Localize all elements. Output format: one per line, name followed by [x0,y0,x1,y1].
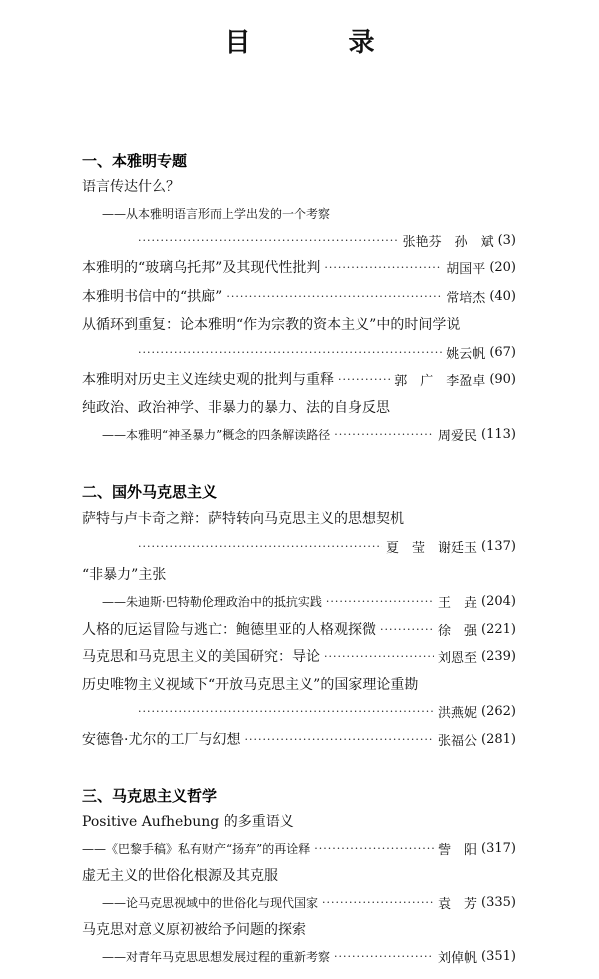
entry-author: 张福公 [438,733,478,749]
entry-subtitle: ——朱迪斯·巴特勒伦理政治中的抵抗实践 [102,594,322,609]
dot-leader [326,595,434,608]
toc-entry[interactable] [82,837,516,859]
toc-entry[interactable] [82,563,516,585]
entry-page: (239) [481,648,516,664]
toc-entry[interactable] [82,175,516,197]
section-heading: 二、国外马克思主义 [82,483,218,501]
dot-leader [338,373,390,386]
dot-leader [226,290,442,303]
entry-page: (335) [481,894,516,910]
entry-page: (40) [489,288,516,304]
entry-author: 徐 强 [438,623,478,639]
dot-leader [322,896,434,909]
entry-page: (67) [489,344,516,360]
entry-author: 胡国平 [446,261,486,277]
toc-entry[interactable] [82,285,516,307]
entry-subtitle: ——从本雅明语言形而上学出发的一个考察 [102,206,331,221]
dot-leader [380,623,434,636]
toc-entry[interactable] [82,313,516,335]
entry-title: 马克思和马克思主义的美国研究：导论 [82,649,320,665]
toc-entry[interactable] [82,368,516,390]
toc-entry[interactable] [82,618,516,640]
dot-leader [244,733,434,746]
entry-author: 刘恩至 [438,650,478,666]
entry-title: 从循环到重复：论本雅明“作为宗教的资本主义”中的时间学说 [82,317,461,333]
entry-page: (90) [489,371,516,387]
dot-leader [324,261,442,274]
entry-page: (204) [481,593,516,609]
page-title: 目 录 [224,28,411,58]
entry-title: 人格的厄运冒险与逃亡：鲍德里亚的人格观探微 [82,622,376,638]
entry-subtitle: ——本雅明“神圣暴力”概念的四条解读路径 [102,427,331,442]
entry-title: Positive Aufhebung 的多重语义 [82,814,294,830]
dot-leader [324,650,434,663]
entry-author: 刘倬帆 [438,950,478,966]
entry-subtitle: ——《巴黎手稿》私有财产“扬弃”的再诠释 [82,841,311,856]
entry-page: (351) [481,948,516,964]
entry-title: 安德鲁·尤尔的工厂与幻想 [82,732,241,748]
entry-subtitle: ——对青年马克思思想发展过程的重新考察 [102,949,331,964]
entry-author: 夏 莹 谢廷玉 [386,540,478,556]
entry-page: (113) [481,426,516,442]
toc-entry[interactable] [82,645,516,667]
entry-author: 訾 阳 [438,842,478,858]
entry-title: 萨特与卢卡奇之辩：萨特转向马克思主义的思想契机 [82,511,404,527]
entry-title: 纯政治、政治神学、非暴力的暴力、法的自身反思 [82,400,390,416]
entry-author: 周爱民 [438,428,478,444]
entry-author: 洪燕妮 [438,705,478,721]
toc-entry[interactable] [82,507,516,529]
entry-page: (221) [481,621,516,637]
section-heading: 一、本雅明专题 [82,152,188,170]
entry-page: (137) [481,538,516,554]
dot-leader [138,346,442,359]
toc-entry[interactable] [82,396,516,418]
toc-entry[interactable] [134,535,516,557]
entry-page: (262) [481,703,516,719]
entry-title: 语言传达什么？ [82,179,180,195]
entry-title: 虚无主义的世俗化根源及其克服 [82,868,278,884]
entry-author: 袁 芳 [438,896,478,912]
toc-entry[interactable] [82,864,516,886]
toc-entry[interactable] [82,810,516,832]
entry-title: 历史唯物主义视域下“开放马克思主义”的国家理论重勘 [82,677,419,693]
entry-author: 张艳芬 孙 斌 [402,234,494,250]
toc-entry[interactable] [82,256,516,278]
toc-entry[interactable] [82,918,516,940]
entry-page: (281) [481,731,516,747]
section-heading: 三、马克思主义哲学 [82,787,218,805]
dot-leader [138,234,399,247]
dot-leader [334,428,434,441]
entry-title: 马克思对意义原初被给予问题的探索 [82,922,306,938]
toc-entry[interactable] [102,891,516,913]
entry-page: (3) [497,232,516,248]
entry-author: 郭 广 李盈卓 [394,373,486,389]
toc-entry[interactable] [134,229,516,251]
entry-page: (317) [481,840,516,856]
dot-leader [314,842,434,855]
entry-author: 常培杰 [446,290,486,306]
entry-title: 本雅明对历史主义连续史观的批判与重释 [82,372,334,388]
toc-entry[interactable] [134,341,516,363]
toc-entry[interactable] [82,673,516,695]
toc-entry[interactable] [82,728,516,750]
toc-entry[interactable] [102,423,516,445]
toc-subtitle [102,202,516,224]
entry-title: 本雅明的“玻璃乌托邦”及其现代性批判 [82,260,321,276]
dot-leader [138,705,434,718]
toc-entry[interactable] [102,590,516,612]
dot-leader [138,540,382,553]
toc-entry[interactable] [134,700,516,722]
entry-author: 王 垚 [438,595,478,611]
entry-subtitle: ——论马克思视域中的世俗化与现代国家 [102,895,319,910]
entry-title: “非暴力”主张 [82,567,167,583]
dot-leader [334,950,434,963]
entry-author: 姚云帆 [446,346,486,362]
entry-title: 本雅明书信中的“拱廊” [82,289,223,305]
toc-entry[interactable] [102,945,516,967]
entry-page: (20) [489,259,516,275]
